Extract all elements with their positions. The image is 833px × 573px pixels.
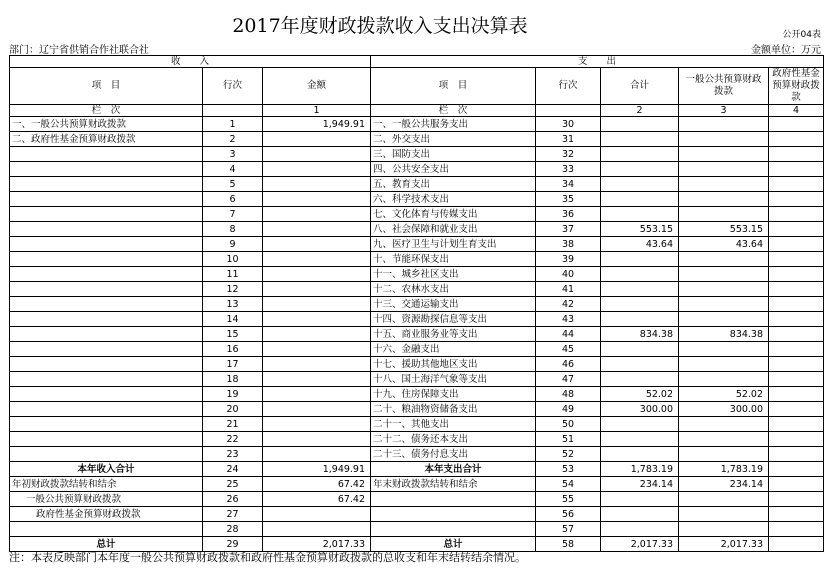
income-line-number: 7 (203, 207, 263, 222)
gov-fund-cell (769, 117, 824, 132)
expense-total-cell (601, 282, 679, 297)
income-item-cell (10, 252, 203, 267)
empty-cell (536, 105, 601, 117)
expense-item-cell: 十五、商业服务业等支出 (371, 327, 536, 342)
expense-line-header: 行次 (536, 68, 601, 105)
expense-item-cell: 二十三、债务付息支出 (371, 447, 536, 462)
income-item-cell (10, 162, 203, 177)
expense-item-cell (371, 507, 536, 522)
expense-line-number: 33 (536, 162, 601, 177)
income-line-number: 23 (203, 447, 263, 462)
general-budget-cell (679, 432, 769, 447)
gov-fund-cell (769, 402, 824, 417)
expense-item-cell: 十八、国土海洋气象等支出 (371, 372, 536, 387)
expense-item-cell: 十二、农林水支出 (371, 282, 536, 297)
table-row (10, 237, 824, 252)
general-budget-cell (679, 417, 769, 432)
income-amount-cell: 1,949.91 (263, 462, 371, 477)
general-budget-cell (679, 282, 769, 297)
general-budget-cell: 1,783.19 (679, 462, 769, 477)
income-amount-cell (263, 357, 371, 372)
table-row (10, 162, 824, 177)
expense-line-number: 50 (536, 417, 601, 432)
expense-total-cell (601, 192, 679, 207)
income-amount-cell: 67.42 (263, 492, 371, 507)
expense-total-cell: 43.64 (601, 237, 679, 252)
table-row (10, 342, 824, 357)
expense-item-cell: 十、节能环保支出 (371, 252, 536, 267)
general-budget-cell: 52.02 (679, 387, 769, 402)
general-budget-cell: 234.14 (679, 477, 769, 492)
income-line-number: 24 (203, 462, 263, 477)
income-amount-cell (263, 312, 371, 327)
gov-fund-cell (769, 147, 824, 162)
general-budget-cell (679, 117, 769, 132)
expense-item-cell: 五、教育支出 (371, 177, 536, 192)
expense-item-cell: 二十、粮油物资储备支出 (371, 402, 536, 417)
general-budget-cell (679, 507, 769, 522)
general-budget-cell: 300.00 (679, 402, 769, 417)
income-line-number: 28 (203, 522, 263, 537)
expense-item-cell: 十三、交通运输支出 (371, 297, 536, 312)
table-row (10, 477, 824, 492)
income-amount-cell (263, 192, 371, 207)
column-number-4: 4 (769, 105, 824, 117)
general-budget-cell: 553.15 (679, 222, 769, 237)
table-row (10, 447, 824, 462)
table-row (10, 282, 824, 297)
income-item-cell (10, 147, 203, 162)
expense-item-cell: 七、文化体育与传媒支出 (371, 207, 536, 222)
gov-fund-cell (769, 432, 824, 447)
gov-fund-cell (769, 312, 824, 327)
income-line-number: 22 (203, 432, 263, 447)
expense-total-cell: 234.14 (601, 477, 679, 492)
income-line-number: 15 (203, 327, 263, 342)
table-row (10, 147, 824, 162)
table-row (10, 402, 824, 417)
expense-line-number: 43 (536, 312, 601, 327)
general-budget-cell: 834.38 (679, 327, 769, 342)
income-line-number: 27 (203, 507, 263, 522)
income-amount-cell (263, 402, 371, 417)
income-amount-cell (263, 147, 371, 162)
income-line-number: 12 (203, 282, 263, 297)
table-row (10, 177, 824, 192)
gov-fund-cell (769, 297, 824, 312)
expense-line-number: 48 (536, 387, 601, 402)
table-row (10, 432, 824, 447)
income-amount-cell (263, 282, 371, 297)
income-item-cell (10, 237, 203, 252)
expense-total-cell (601, 132, 679, 147)
expense-item-cell: 十七、援助其他地区支出 (371, 357, 536, 372)
expense-line-number: 44 (536, 327, 601, 342)
expense-line-number: 40 (536, 267, 601, 282)
expense-total-cell: 2,017.33 (601, 537, 679, 552)
expense-item-cell: 二十一、其他支出 (371, 417, 536, 432)
income-amount-cell (263, 177, 371, 192)
header-row-column-numbers (10, 105, 824, 117)
general-budget-cell (679, 447, 769, 462)
expense-total-cell (601, 357, 679, 372)
income-line-number: 5 (203, 177, 263, 192)
income-item-cell (10, 522, 203, 537)
income-line-number: 2 (203, 132, 263, 147)
gov-fund-cell (769, 282, 824, 297)
income-item-header: 项 目 (10, 68, 203, 105)
expense-item-cell: 一、一般公共服务支出 (371, 117, 536, 132)
income-line-number: 25 (203, 477, 263, 492)
expense-line-number: 38 (536, 237, 601, 252)
gov-fund-cell (769, 387, 824, 402)
income-line-number: 26 (203, 492, 263, 507)
expense-line-number: 30 (536, 117, 601, 132)
income-item-cell: 二、政府性基金预算财政拨款 (10, 132, 203, 147)
form-number: 公开04表 (782, 30, 821, 40)
income-item-cell (10, 357, 203, 372)
gov-fund-cell (769, 357, 824, 372)
income-item-cell (10, 447, 203, 462)
expense-item-header: 项 目 (371, 68, 536, 105)
table-row (10, 492, 824, 507)
gov-fund-cell (769, 327, 824, 342)
income-section-header: 收 入 (10, 56, 371, 68)
column-number-3: 3 (679, 105, 769, 117)
income-line-number: 19 (203, 387, 263, 402)
expense-line-number: 36 (536, 207, 601, 222)
income-amount-cell (263, 162, 371, 177)
expense-item-cell: 二、外交支出 (371, 132, 536, 147)
footnote: 注：本表反映部门本年度一般公共预算财政拨款和政府性基金预算财政拨款的总收支和年末结转结余情况。 (9, 551, 526, 564)
income-item-cell (10, 372, 203, 387)
expense-item-cell: 年末财政拨款结转和结余 (371, 477, 536, 492)
expense-line-number: 46 (536, 357, 601, 372)
income-item-cell (10, 222, 203, 237)
expense-item-cell (371, 492, 536, 507)
income-line-number: 9 (203, 237, 263, 252)
expense-total-cell: 1,783.19 (601, 462, 679, 477)
general-budget-cell (679, 312, 769, 327)
income-amount-cell (263, 522, 371, 537)
income-column-label: 栏 次 (10, 105, 203, 117)
income-item-cell: 一、一般公共预算财政拨款 (10, 117, 203, 132)
table-row (10, 417, 824, 432)
general-budget-cell (679, 492, 769, 507)
income-amount-cell (263, 207, 371, 222)
income-amount-cell (263, 267, 371, 282)
general-budget-cell: 2,017.33 (679, 537, 769, 552)
income-item-cell (10, 297, 203, 312)
income-amount-cell (263, 432, 371, 447)
expense-line-number: 34 (536, 177, 601, 192)
income-line-number: 18 (203, 372, 263, 387)
income-amount-header: 金额 (263, 68, 371, 105)
expense-total-cell (601, 507, 679, 522)
expense-total-cell (601, 117, 679, 132)
column-number-2: 2 (601, 105, 679, 117)
expense-line-number: 42 (536, 297, 601, 312)
gov-fund-cell (769, 267, 824, 282)
gov-fund-cell (769, 237, 824, 252)
expense-line-number: 41 (536, 282, 601, 297)
table-row (10, 267, 824, 282)
income-line-number: 21 (203, 417, 263, 432)
income-amount-cell (263, 417, 371, 432)
expense-line-number: 47 (536, 372, 601, 387)
income-item-cell (10, 432, 203, 447)
income-item-cell: 总计 (10, 537, 203, 552)
income-item-cell (10, 207, 203, 222)
income-item-cell: 一般公共预算财政拨款 (10, 492, 203, 507)
income-item-cell (10, 282, 203, 297)
expense-total-cell (601, 522, 679, 537)
income-amount-cell (263, 327, 371, 342)
expense-line-number: 54 (536, 477, 601, 492)
general-budget-cell (679, 357, 769, 372)
table-row (10, 117, 824, 132)
income-amount-cell (263, 252, 371, 267)
expense-section-header: 支 出 (371, 56, 824, 68)
table-row (10, 297, 824, 312)
income-line-number: 3 (203, 147, 263, 162)
expense-total-cell: 52.02 (601, 387, 679, 402)
expense-column-label: 栏 次 (371, 105, 536, 117)
income-line-number: 8 (203, 222, 263, 237)
income-amount-cell: 2,017.33 (263, 537, 371, 552)
income-item-cell (10, 387, 203, 402)
table-row (10, 507, 824, 522)
gov-fund-header: 政府性基金预算财政拨款 (769, 68, 824, 105)
gov-fund-cell (769, 177, 824, 192)
expense-line-number: 53 (536, 462, 601, 477)
gov-fund-cell (769, 252, 824, 267)
expense-total-cell: 834.38 (601, 327, 679, 342)
table-row (10, 222, 824, 237)
expense-total-cell (601, 312, 679, 327)
expense-total-cell (601, 417, 679, 432)
expense-line-number: 57 (536, 522, 601, 537)
income-item-cell (10, 417, 203, 432)
expense-item-cell: 四、公共安全支出 (371, 162, 536, 177)
table-row (10, 387, 824, 402)
income-line-number: 14 (203, 312, 263, 327)
header-row-sections (10, 56, 824, 68)
income-amount-cell: 67.42 (263, 477, 371, 492)
expense-total-cell (601, 372, 679, 387)
expense-total-cell: 553.15 (601, 222, 679, 237)
general-budget-cell (679, 372, 769, 387)
income-amount-cell: 1,949.91 (263, 117, 371, 132)
budget-table (9, 55, 824, 552)
general-budget-cell (679, 132, 769, 147)
expense-total-cell: 300.00 (601, 402, 679, 417)
income-item-cell (10, 192, 203, 207)
general-budget-cell (679, 207, 769, 222)
income-amount-cell (263, 372, 371, 387)
expense-line-number: 31 (536, 132, 601, 147)
income-line-number: 29 (203, 537, 263, 552)
general-budget-cell (679, 147, 769, 162)
income-amount-cell (263, 237, 371, 252)
column-number-1: 1 (263, 105, 371, 117)
table-row (10, 327, 824, 342)
expense-item-cell: 八、社会保障和就业支出 (371, 222, 536, 237)
table-row (10, 357, 824, 372)
table-row (10, 462, 824, 477)
expense-item-cell: 总计 (371, 537, 536, 552)
gov-fund-cell (769, 342, 824, 357)
gov-fund-cell (769, 417, 824, 432)
gov-fund-cell (769, 537, 824, 552)
expense-total-cell (601, 492, 679, 507)
general-budget-cell (679, 522, 769, 537)
income-line-number: 10 (203, 252, 263, 267)
income-amount-cell (263, 132, 371, 147)
header-row-columns (10, 68, 824, 105)
expense-item-cell: 本年支出合计 (371, 462, 536, 477)
expense-item-cell: 二十二、债务还本支出 (371, 432, 536, 447)
gov-fund-cell (769, 207, 824, 222)
report-title: 2017年度财政拨款收入支出决算表 (232, 15, 528, 37)
gov-fund-cell (769, 447, 824, 462)
expense-line-number: 37 (536, 222, 601, 237)
income-line-number: 16 (203, 342, 263, 357)
income-item-cell: 本年收入合计 (10, 462, 203, 477)
empty-cell (203, 105, 263, 117)
income-amount-cell (263, 507, 371, 522)
gov-fund-cell (769, 507, 824, 522)
expense-item-cell: 六、科学技术支出 (371, 192, 536, 207)
income-item-cell: 年初财政拨款结转和结余 (10, 477, 203, 492)
expense-total-header: 合计 (601, 68, 679, 105)
table-row (10, 132, 824, 147)
income-item-cell: 政府性基金预算财政拨款 (10, 507, 203, 522)
general-budget-cell (679, 162, 769, 177)
table-row (10, 312, 824, 327)
table-row (10, 192, 824, 207)
income-amount-cell (263, 447, 371, 462)
expense-line-number: 58 (536, 537, 601, 552)
expense-line-number: 51 (536, 432, 601, 447)
expense-total-cell (601, 447, 679, 462)
gov-fund-cell (769, 492, 824, 507)
income-item-cell (10, 177, 203, 192)
income-item-cell (10, 267, 203, 282)
gov-fund-cell (769, 192, 824, 207)
expense-line-number: 52 (536, 447, 601, 462)
income-line-number: 20 (203, 402, 263, 417)
expense-total-cell (601, 207, 679, 222)
income-amount-cell (263, 342, 371, 357)
expense-line-number: 56 (536, 507, 601, 522)
expense-item-cell: 十六、金融支出 (371, 342, 536, 357)
expense-item-cell: 九、医疗卫生与计划生育支出 (371, 237, 536, 252)
gov-fund-cell (769, 372, 824, 387)
general-budget-cell (679, 177, 769, 192)
expense-line-number: 32 (536, 147, 601, 162)
income-item-cell (10, 342, 203, 357)
general-budget-cell: 43.64 (679, 237, 769, 252)
income-amount-cell (263, 387, 371, 402)
expense-total-cell (601, 432, 679, 447)
expense-line-number: 49 (536, 402, 601, 417)
general-budget-cell (679, 267, 769, 282)
expense-line-number: 39 (536, 252, 601, 267)
expense-item-cell (371, 522, 536, 537)
income-item-cell (10, 327, 203, 342)
amount-unit-label: 金额单位：万元 (751, 45, 821, 56)
expense-total-cell (601, 162, 679, 177)
gov-fund-cell (769, 522, 824, 537)
table-row (10, 372, 824, 387)
expense-total-cell (601, 252, 679, 267)
table-row (10, 522, 824, 537)
general-budget-cell (679, 297, 769, 312)
gov-fund-cell (769, 162, 824, 177)
table-row (10, 252, 824, 267)
income-amount-cell (263, 297, 371, 312)
gov-fund-cell (769, 222, 824, 237)
general-budget-header: 一般公共预算财政拨款 (679, 68, 769, 105)
general-budget-cell (679, 192, 769, 207)
expense-item-cell: 十九、住房保障支出 (371, 387, 536, 402)
income-line-number: 4 (203, 162, 263, 177)
income-line-header: 行次 (203, 68, 263, 105)
table-row (10, 207, 824, 222)
expense-total-cell (601, 342, 679, 357)
income-line-number: 13 (203, 297, 263, 312)
department-label: 部门：辽宁省供销合作社联合社 (9, 45, 149, 56)
income-line-number: 17 (203, 357, 263, 372)
expense-total-cell (601, 147, 679, 162)
gov-fund-cell (769, 132, 824, 147)
general-budget-cell (679, 252, 769, 267)
expense-item-cell: 十一、城乡社区支出 (371, 267, 536, 282)
income-item-cell (10, 312, 203, 327)
expense-line-number: 45 (536, 342, 601, 357)
expense-line-number: 55 (536, 492, 601, 507)
income-line-number: 6 (203, 192, 263, 207)
gov-fund-cell (769, 462, 824, 477)
income-amount-cell (263, 222, 371, 237)
income-line-number: 11 (203, 267, 263, 282)
gov-fund-cell (769, 477, 824, 492)
general-budget-cell (679, 342, 769, 357)
expense-total-cell (601, 297, 679, 312)
income-line-number: 1 (203, 117, 263, 132)
expense-total-cell (601, 177, 679, 192)
expense-item-cell: 十四、资源勘探信息等支出 (371, 312, 536, 327)
expense-item-cell: 三、国防支出 (371, 147, 536, 162)
expense-total-cell (601, 267, 679, 282)
income-item-cell (10, 402, 203, 417)
expense-line-number: 35 (536, 192, 601, 207)
